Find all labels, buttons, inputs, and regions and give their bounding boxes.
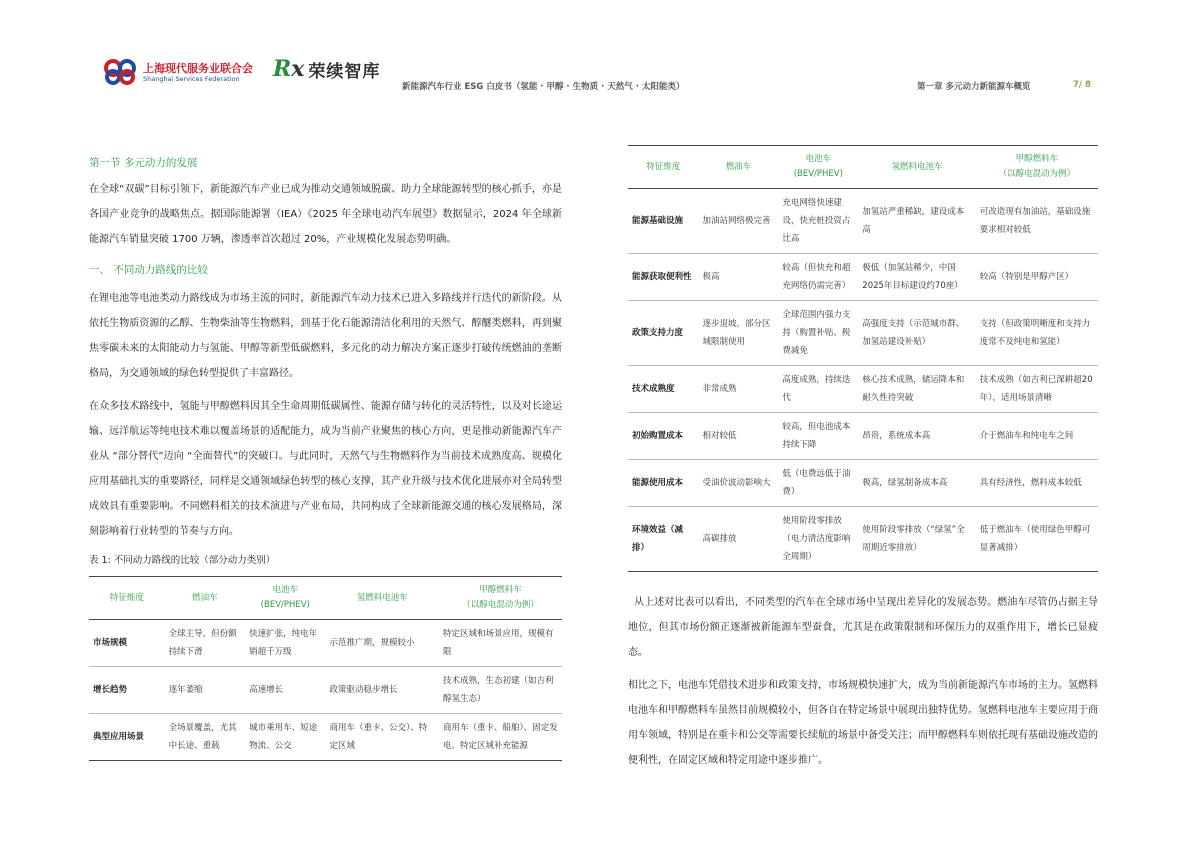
- table-cell: 商用车（重卡、船舶）、固定发电、特定区域补充能源: [439, 714, 562, 761]
- table-header-cell: 特征维度: [628, 146, 699, 189]
- table-cell: 示范推广期，规模较小: [325, 620, 439, 667]
- row-header-cell: 能源使用成本: [628, 460, 699, 507]
- table-cell: 特定区域和场景应用，规模有限: [439, 620, 562, 667]
- row-header-cell: 政策支持力度: [628, 301, 699, 366]
- table-row: [628, 301, 1098, 366]
- table-row: [628, 366, 1098, 413]
- section-title: 第一节 多元动力的发展: [89, 157, 198, 169]
- table-row: [628, 254, 1098, 301]
- table-cell: 介于燃油车和纯电车之间: [976, 413, 1098, 460]
- table-cell: 具有经济性，燃料成本较低: [976, 460, 1098, 507]
- table-cell: 受油价波动影响大: [699, 460, 779, 507]
- row-header-cell: 典型应用场景: [89, 714, 165, 761]
- table-cell: 极高，绿氢制备成本高: [858, 460, 976, 507]
- table-header-cell: 氢燃料电池车: [858, 146, 976, 189]
- row-header-cell: 市场规模: [89, 620, 165, 667]
- table-header-cell: 燃油车: [165, 577, 245, 620]
- table-cell: 低于燃油车（使用绿色甲醇可显著减排）: [976, 507, 1098, 572]
- ssf-logo: [103, 58, 253, 86]
- table-cell: 高强度支持（示范城市群、加氢站建设补贴）: [858, 301, 976, 366]
- table-cell: 较高（但快充和超充网络仍需完善）: [778, 254, 858, 301]
- table-cell: 快速扩张，纯电年销超千万级: [245, 620, 325, 667]
- table-row: [628, 413, 1098, 460]
- table-row: [89, 620, 562, 667]
- table-cell: 使用阶段零排放（电力清洁度影响全周期）: [778, 507, 858, 572]
- rongxu-logo: [273, 56, 380, 82]
- table-header-row: [89, 577, 562, 620]
- table-header-cell: 特征维度: [89, 577, 165, 620]
- row-header-cell: 环境效益（减排）: [628, 507, 699, 572]
- row-header-cell: 技术成熟度: [628, 366, 699, 413]
- table-cell: 全球范围内强力支持（购置补贴、税费减免: [778, 301, 858, 366]
- paragraph: 在锂电池等电池类动力路线成为市场主流的同时，新能源汽车动力技术已进入多路线并行迭代的新阶段。从依托生物质资源的乙醇、生物柴油等生物燃料，到基于化石能源清洁化利用的天然气、醇醚类燃料，再到聚焦零碳未来的太阳能动力与氢能、甲醇等新型低碳燃料，多元化的动力解决方案正逐步打破传统燃油的垄断格局，为交通领域的绿色转型提供了丰富路径。: [89, 293, 562, 379]
- table-cell: 技术成熟（如吉利已深耕超20年），适用场景清晰: [976, 366, 1098, 413]
- comparison-table-2: [628, 145, 1098, 572]
- table-cell: 支持（但政策明晰度和支持力度常不及纯电和氢能）: [976, 301, 1098, 366]
- table-row: [628, 189, 1098, 254]
- row-header-cell: 初始购置成本: [628, 413, 699, 460]
- row-header-cell: 增长趋势: [89, 667, 165, 714]
- ssf-logo-icon: [103, 58, 137, 86]
- table-cell: 昂贵，系统成本高: [858, 413, 976, 460]
- document-title: 新能源汽车行业 ESG 白皮书（氢能 · 甲醇 · 生物质 · 天然气 · 太阳能类）: [402, 82, 685, 92]
- table-cell: 高度成熟，持续迭代: [778, 366, 858, 413]
- comparison-table-1: [89, 576, 562, 761]
- table-header-cell: 甲醇燃料车 （以醇电混动为例）: [976, 146, 1098, 189]
- paragraph: 相比之下，电池车凭借技术进步和政策支持，市场规模快速扩大，成为当前新能源汽车市场的主力。氢燃料电池车和甲醇燃料车虽然目前规模较小，但各自在特定场景中展现出独特优势。氢燃料电池车主要应用于商用车领域，特别是在重卡和公交等需要长续航的场景中备受关注；而甲醇燃料车则依托现有基础设施改造的便利性，在固定区域和特定用途中逐步推广。: [628, 680, 1098, 766]
- table-header-cell: 甲醇燃料车 （以醇电混动为例）: [439, 577, 562, 620]
- rx-logo-icon: Rx: [273, 56, 305, 82]
- table-cell: 城市乘用车、短途物流、公交: [245, 714, 325, 761]
- org-name: 上海现代服务业联合会: [143, 61, 253, 75]
- table-row: [628, 460, 1098, 507]
- table-cell: 全球主导，但份额持续下滑: [165, 620, 245, 667]
- table-cell: 非常成熟: [699, 366, 779, 413]
- table-header-cell: 氢燃料电池车: [325, 577, 439, 620]
- table-header-row: [628, 146, 1098, 189]
- table-header-cell: 电池车 (BEV/PHEV): [245, 577, 325, 620]
- table-row: [89, 714, 562, 761]
- table-cell: 极低（加氢站稀少，中国2025年目标建设约70座）: [858, 254, 976, 301]
- table-header-cell: 燃油车: [699, 146, 779, 189]
- table-row: [89, 667, 562, 714]
- page-header: [0, 0, 1190, 100]
- table-cell: 商用车（重卡、公交）、特定区域: [325, 714, 439, 761]
- table-cell: 可改造现有加油站，基础设施要求相对较低: [976, 189, 1098, 254]
- table-cell: 逐步退坡，部分区域限制使用: [699, 301, 779, 366]
- row-header-cell: 能源获取便利性: [628, 254, 699, 301]
- right-column: [628, 145, 1098, 781]
- table-header-cell: 电池车 (BEV/PHEV): [778, 146, 858, 189]
- table-cell: 极高: [699, 254, 779, 301]
- table-cell: 较高（特别是甲醇产区）: [976, 254, 1098, 301]
- subsection-title: 一、 不同动力路线的比较: [89, 264, 208, 276]
- table-cell: 充电网络快速建设，快充桩投资占比高: [778, 189, 858, 254]
- table-cell: 技术成熟，生态初建（如吉利醇氢生态）: [439, 667, 562, 714]
- left-column: [89, 155, 562, 761]
- table-cell: 加油站网络极完善: [699, 189, 779, 254]
- paragraph: 在全球“双碳”目标引领下，新能源汽车产业已成为推动交通领域脱碳、助力全球能源转型的核心抓手，亦是各国产业竞争的战略焦点。据国际能源署（IEA）《2025 年全球电动汽车展望》数据显示，2024 年全球新能源汽车销量突破 1700 万辆，渗透率首次超过 20%，产业规模化发展态势明确。: [89, 184, 562, 245]
- table-cell: 政策驱动稳步增长: [325, 667, 439, 714]
- paragraph: 从上述对比表可以看出，不同类型的汽车在全球市场中呈现出差异化的发展态势。燃油车尽管仍占据主导地位，但其市场份额正逐渐被新能源车型蚕食，尤其是在政策限制和环保压力的双重作用下，增长已显疲态。: [628, 597, 1098, 658]
- table-cell: 相对较低: [699, 413, 779, 460]
- table-cell: 高碳排放: [699, 507, 779, 572]
- table-cell: 核心技术成熟，储运降本和耐久性待突破: [858, 366, 976, 413]
- table-cell: 较高，但电池成本持续下降: [778, 413, 858, 460]
- table-caption: 表 1: 不同动力路线的比较（部分动力类别）: [89, 555, 276, 566]
- table-cell: 加氢站严重稀缺，建设成本高: [858, 189, 976, 254]
- table-cell: 全场景覆盖，尤其中长途、重载: [165, 714, 245, 761]
- paragraph: 在众多技术路线中，氢能与甲醇燃料因其全生命周期低碳属性、能源存储与转化的灵活特性，以及对长途运输、远洋航运等纯电技术难以覆盖场景的适配能力，成为当前产业聚焦的核心方向，更是推动新能源汽车产业从 “部分替代”迈向 “全面替代”的突破口。与此同时，天然气与生物燃料作为当前技术成熟度高、规模化应用基础扎实的重要路径，同样是交通领域绿色转型的核心支撑，其产业升级与技术优化进展亦对全局转型成效具有重要影响。不同燃料相关的技术演进与产业布局，共同构成了全球新能源交通的核心发展格局，深刻影响着行业转型的节奏与方向。: [89, 401, 562, 537]
- chapter-title: 第一章 多元动力新能源车概览: [917, 82, 1031, 92]
- brand-name: 荣续智库: [308, 61, 381, 82]
- page-number: 7/ 8: [1073, 80, 1091, 90]
- table-cell: 高速增长: [245, 667, 325, 714]
- table-cell: 使用阶段零排放（“绿氢”全周期近零排放）: [858, 507, 976, 572]
- table-cell: 低（电费远低于油费）: [778, 460, 858, 507]
- table-cell: 逐年萎缩: [165, 667, 245, 714]
- org-en-name: Shanghai Services Federation: [143, 74, 240, 83]
- row-header-cell: 能源基础设施: [628, 189, 699, 254]
- table-row: [628, 507, 1098, 572]
